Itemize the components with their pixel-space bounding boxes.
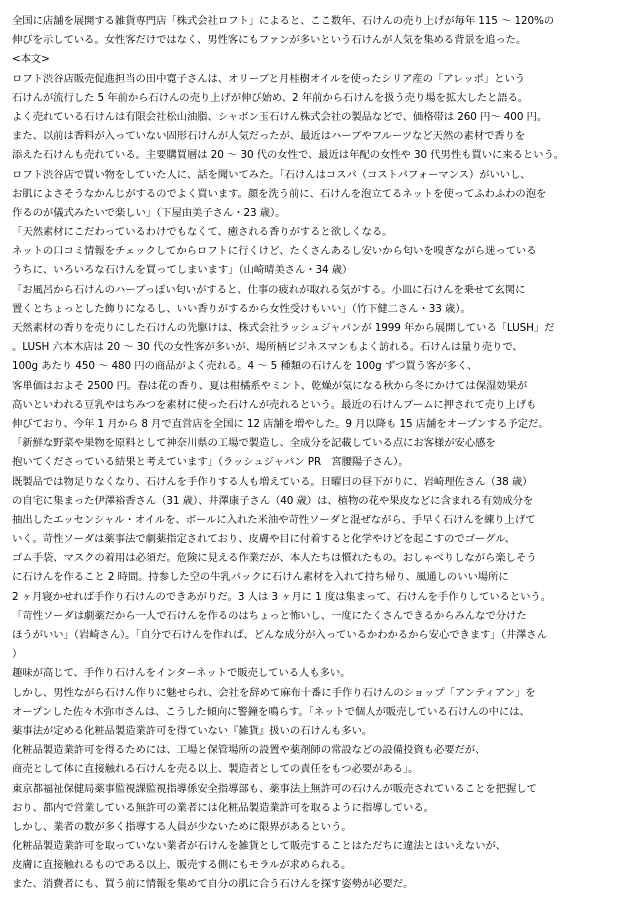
text-line: 「天然素材にこだわっているわけでもなくて、癒される香りがすると欲しくなる。 <box>12 226 393 239</box>
text-line: 伸びており、今年 1 月から 8 月で直営店を全国に 12 店舗を増やした。9 月以降も 15 店舗をオープンする予定だ。 <box>12 417 549 430</box>
text-line: 。LUSH 六本木店は 20 ～ 30 代の女性客が多いが、場所柄ビジネスマンもよく訪れる。石けんは量り売りで、 <box>12 341 523 354</box>
text-line: 置くとちょっとした飾りになるし、いい香りがするから女性受けもいい」（竹下健二さん・33 歳）。 <box>12 302 471 315</box>
text-line: 高いといわれる豆乳やはちみつを素材に使った石けんが売れるという。最近の石けんブームに押されて売り上げも <box>12 398 537 411</box>
text-line: ネットの口コミ情報をチェックしてからロフトに行くけど、たくさんあるし安いから匂いを嗅ぎながら迷っている <box>12 245 537 258</box>
text-line: に石けんを作ること 2 時間。持参した空の牛乳パックに石けん素材を入れて持ち帰り、風通しのいい場所に <box>12 571 509 584</box>
text-line: 客単価はおよそ 2500 円。春は花の香り、夏は柑橘系やミント、乾燥が気になる秋から冬にかけては保湿効果が <box>12 379 528 392</box>
text-line: 2 ヶ月寝かせれば手作り石けんのできあがりだ。3 人は 3 ヶ月に 1 度は集まって、石けんを手作りしているという。 <box>12 590 551 603</box>
text-line: よく売れている石けんは有限会社松山油脂、シャボン玉石けん株式会社の製品などで、価格帯は 260 円～ 400 円。 <box>12 110 548 123</box>
text-line: いく。苛性ソーダは薬事法で劇薬指定されており、皮膚や目に付着すると化学やけどを起こすのでゴーグル、 <box>12 533 515 546</box>
text-line: 化粧品製造業許可を取っていない業者が石けんを雑貨として販売することはただちに違法とはいえないが、 <box>12 840 506 853</box>
text-line: 抽出したエッセンシャル・オイルを、ボールに入れた米油や苛性ソーダと混ぜながら、手早く石けんを練り上げて <box>12 513 536 526</box>
text-line: 「お風呂から石けんのハーブっぽい匂いがすると、仕事の疲れが取れる気がする。小皿に石けんを乗せて玄関に <box>12 283 526 296</box>
text-line: ゴム手袋、マスクの着用は必須だ。危険に見える作業だが、本人たちは慣れたもの。おしゃべりしながら楽しそう <box>12 552 537 565</box>
text-line: 石けんが流行した 5 年前から石けんの売り上げが伸び始め、2 年前から石けんを扱う売り場を拡大したと語る。 <box>12 91 529 104</box>
text-line: しかし、業者の数が多く指導する人員が少ないために限界があるという。 <box>12 820 352 833</box>
text-line: 皮膚に直接触れるものである以上、販売する側にもモラルが求められる。 <box>12 859 352 872</box>
text-line: 天然素材の香りを売りにした石けんの先駆けは、株式会社ラッシュジャパンが 1999 年から展開している「LUSH」だ <box>12 322 555 334</box>
text-line: 添えた石けんも売れている。主要購買層は 20 ～ 30 代の女性で、最近は年配の女性や 30 代男性も買いに来るという。 <box>12 149 565 162</box>
text-line: 趣味が高じて、手作り石けんをインターネットで販売している人も多い。 <box>12 667 351 680</box>
text-line: しかし、男性ながら石けん作りに魅せられ、会社を辞めて麻布十番に手作り石けんのショップ「アンティアン」を <box>12 686 536 699</box>
article-body <box>12 12 630 895</box>
text-line: ほうがいい」（岩崎さん）。「自分で石けんを作れば、どんな成分が入っているかわかるから安心できます」（井澤さん <box>12 629 547 641</box>
text-line: 全国に店舗を展開する雑貨専門店「株式会社ロフト」によると、ここ数年、石けんの売り上げが毎年 115 ～ 120%の <box>12 15 555 27</box>
text-line: ） <box>12 648 23 661</box>
text-line: オープンした佐々木弥市さんは、こうした傾向に警鐘を鳴らす。「ネットで個人が販売している石けんの中には、 <box>12 705 530 718</box>
text-line: の自宅に集まった伊澤裕香さん（31 歳）、井澤康子さん（40 歳）は、植物の花や果皮などに含まれる有効成分を <box>12 494 534 507</box>
text-line: 化粧品製造業許可を得るためには、工場と保管場所の設置や薬剤師の常設などの設備投資も必要だが、 <box>12 744 486 757</box>
text-line: 伸びを示している。女性客だけではなく、男性客にもファンが多いという石けんが人気を集める背景を追った。 <box>12 34 527 47</box>
text-line: うちに、いろいろな石けんを買ってしまいます」（山崎晴美さん・34 歳） <box>12 264 353 277</box>
text-line: おり、都内で営業している無許可の業者には化粧品製造業許可を取るように指導している。 <box>12 801 434 814</box>
text-line: ロフト渋谷店販売促進担当の田中寛子さんは、オリーブと月桂樹オイルを使ったシリア産の「アレッポ」という <box>12 72 525 85</box>
text-line: お肌によさそうなかんじがするのでよく買います。顔を洗う前に、石けんを泡立てるネットを使ってふわふわの泡を <box>12 187 547 200</box>
section-label: <本文> <box>12 53 50 66</box>
text-line: また、以前は香料が入っていない固形石けんが人気だったが、最近はハーブやフルーツなど天然の素材で香りを <box>12 130 526 143</box>
text-line: 薬事法が定める化粧品製造業許可を得ていない『雑貨』扱いの石けんも多い。 <box>12 724 373 737</box>
text-line: 東京都福祉保健局薬事監視課監視指導係安全指導部も、薬事法上無許可の石けんが販売されていることを把握して <box>12 782 537 795</box>
text-line: 既製品では物足りなくなり、石けんを手作りする人も増えている。日曜日の昼下がりに、岩崎理佐さん（38 歳） <box>12 475 533 488</box>
text-line: 抱いてくださっている結果と考えています」（ラッシュジャパン PR 宮腰陽子さん）。 <box>12 456 409 469</box>
text-line: 「苛性ソーダは劇薬だから一人で石けんを作るのはちょっと怖いし、一度にたくさんできるからみんなで分けた <box>12 609 527 622</box>
text-line: また、消費者にも、買う前に情報を集めて自分の肌に合う石けんを探す姿勢が必要だ。 <box>12 878 414 891</box>
text-line: 作るのが儀式みたいで楽しい」（下屋由美子さん・23 歳）。 <box>12 206 286 219</box>
text-line: ロフト渋谷店で買い物をしていた人に、話を聞いてみた。「石けんはコスパ（コストパフォーマンス）がいいし、 <box>12 168 531 181</box>
text-line: 「新鮮な野菜や果物を原料として神奈川県の工場で製造し、全成分を記載している点にお客様が安心感を <box>12 437 496 450</box>
text-line: 商売として体に直接触れる石けんを売る以上、製造者としての責任をもつ必要がある」。 <box>12 763 419 776</box>
text-line: 100g あたり 450 ～ 480 円の商品がよく売れる。4 ～ 5 種類の石けんを 100g ずつ買う客が多く、 <box>12 360 478 373</box>
